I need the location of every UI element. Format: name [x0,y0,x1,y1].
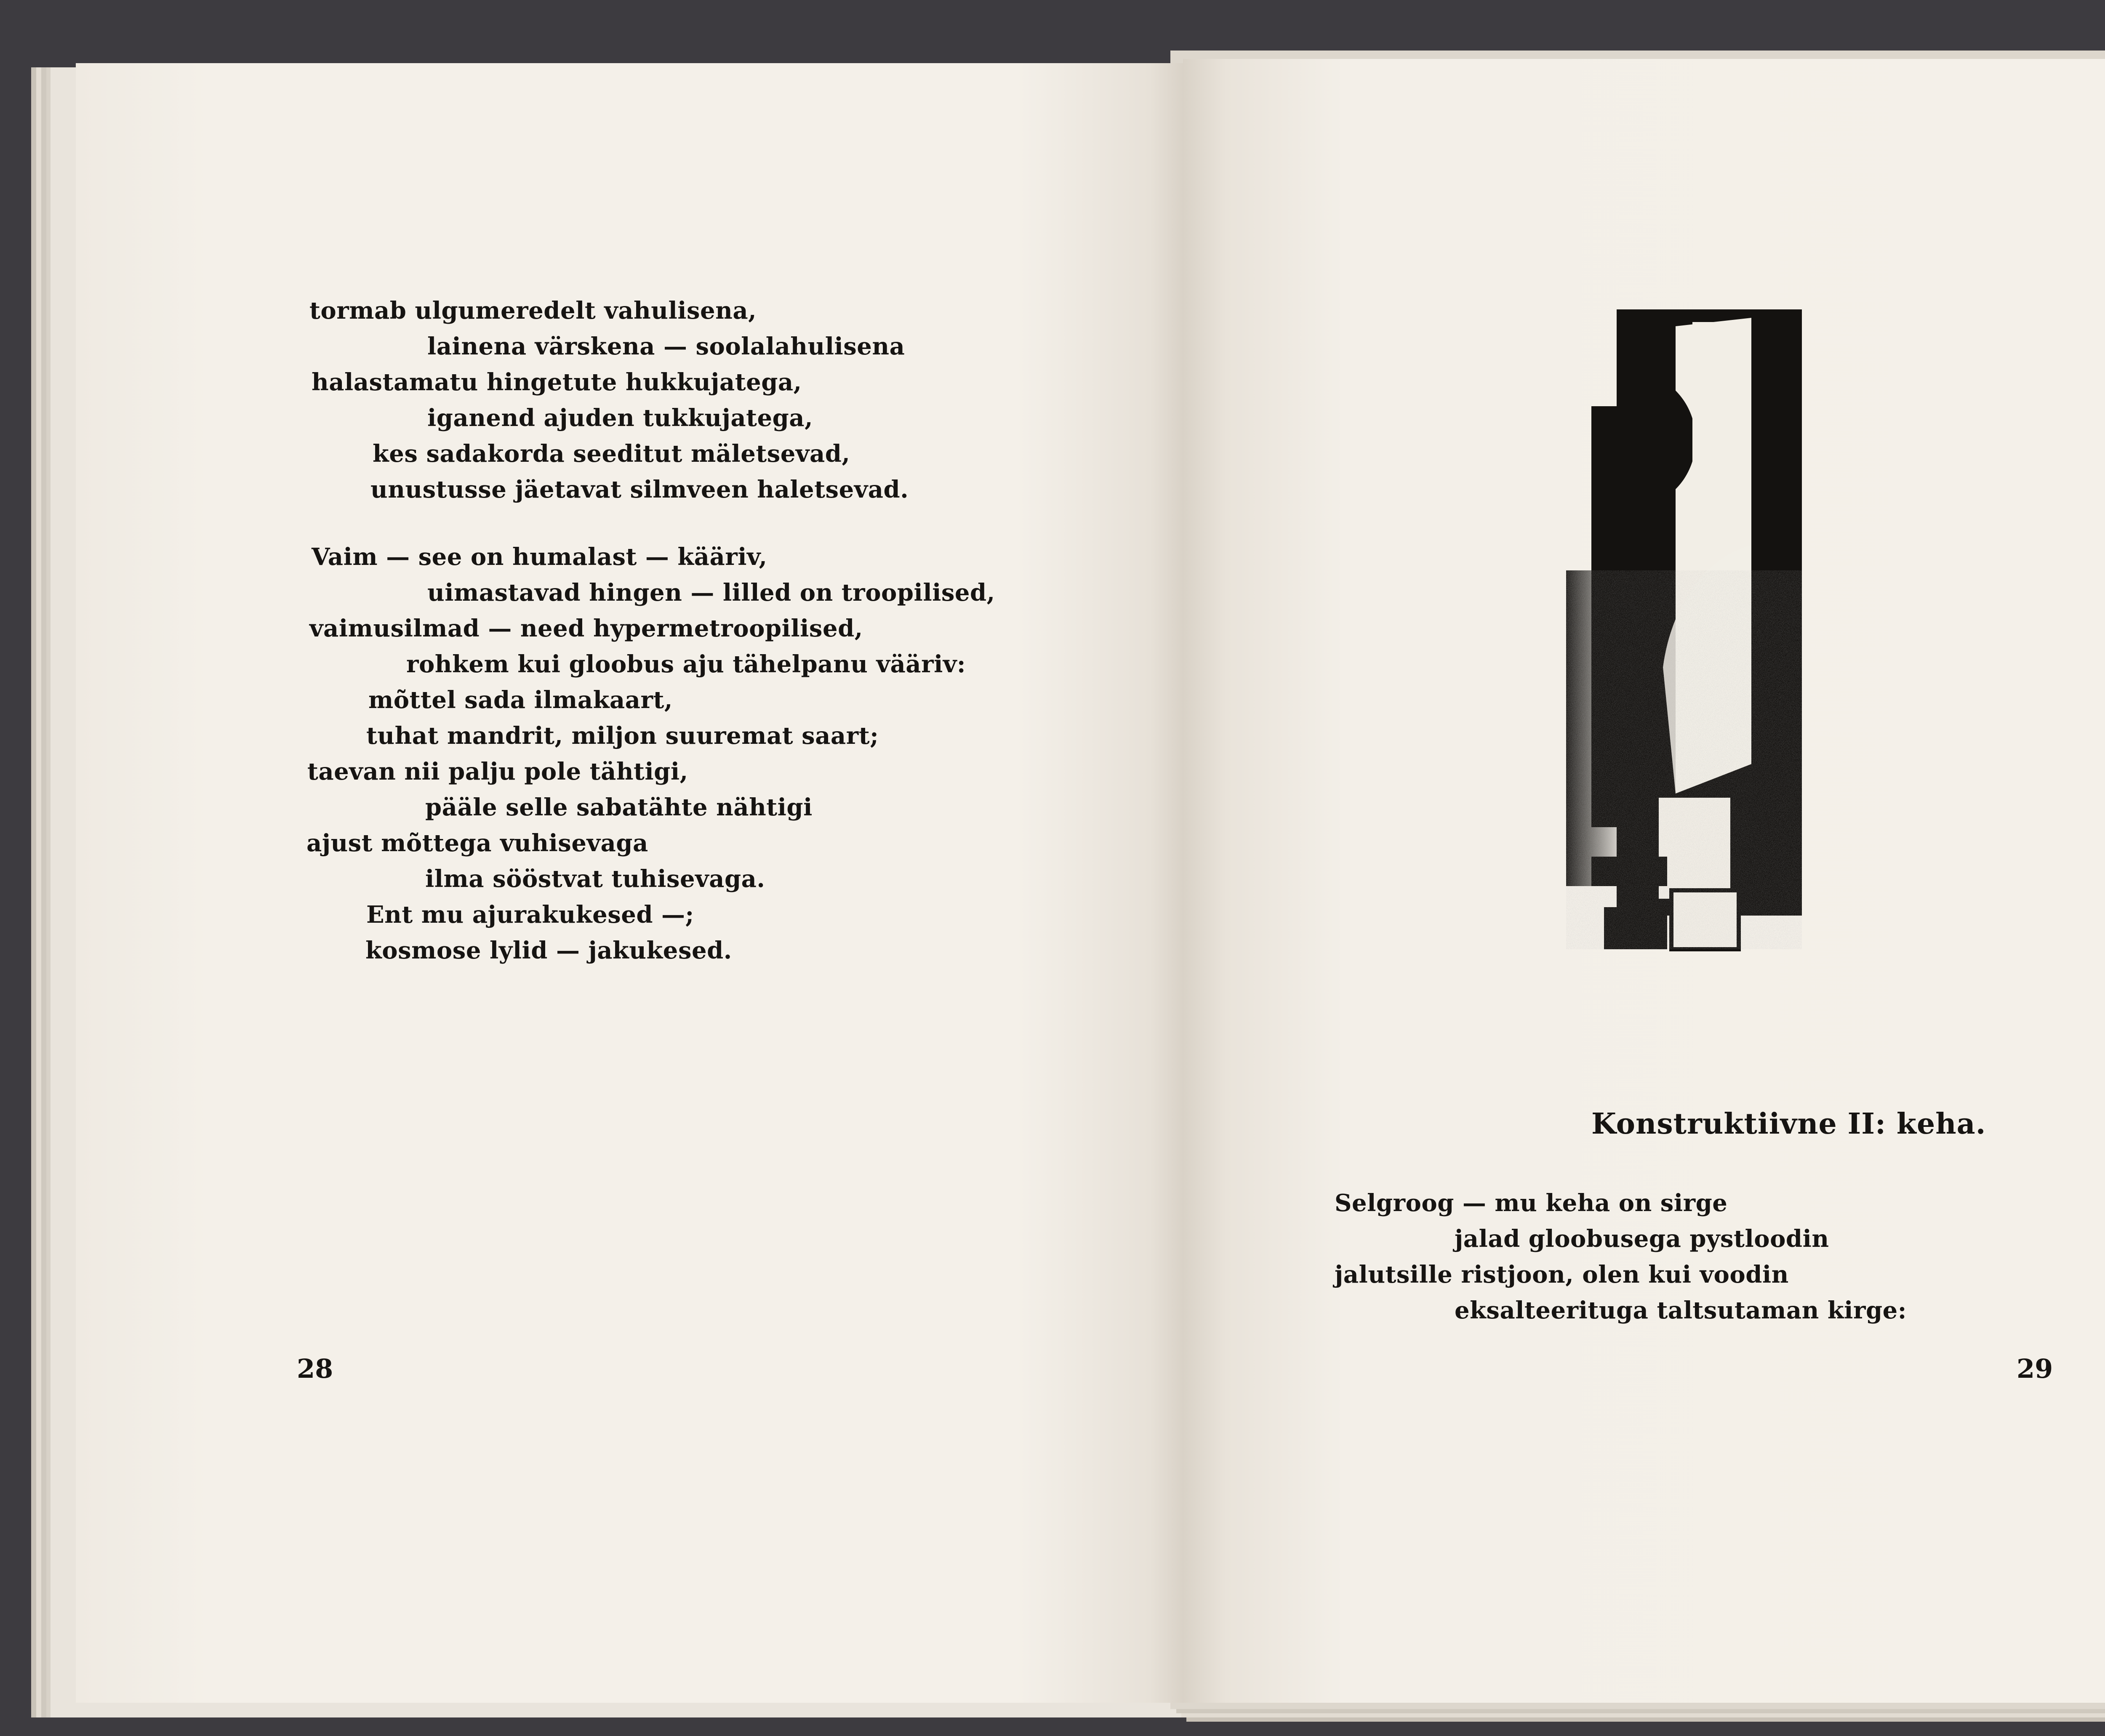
constructivist-figure-illustration [1553,309,1823,966]
page-number-right: 29 [2017,1353,2053,1384]
verse-line: mõttel sada ilmakaart, [368,686,673,714]
verse-line: kes sadakorda seeditut mäletsevad, [373,440,850,468]
section-heading: Konstruktiivne II: keha. [1591,1107,1986,1141]
verse-line: rohkem kui gloobus aju tähelpanu vääriv: [406,650,966,678]
verse-line: jalutsille ristjoon, olen kui voodin [1335,1261,1789,1289]
verse-line: ilma sööstvat tuhisevaga. [425,865,765,893]
verse-line: taevan nii palju pole tähtigi, [307,758,688,785]
verse-line: kosmose lylid — jakukesed. [365,937,732,964]
verse-line: iganend ajuden tukkujatega, [427,404,813,432]
verse-line: Selgroog — mu keha on sirge [1335,1189,1728,1217]
verse-line: unustusse jäetavat silmveen haletsevad. [370,476,909,503]
verse-line: tormab ulgumeredelt vahulisena, [309,297,757,325]
verse-line: eksalteerituga taltsutaman kirge: [1455,1297,1907,1324]
verse-line: Vaim — see on humalast — kääriv, [312,543,767,571]
verse-line: tuhat mandrit, miljon suuremat saart; [366,722,879,750]
verse-line: pääle selle sabatähte nähtigi [425,793,813,821]
verse-line: Ent mu ajurakukesed —; [366,901,694,929]
verse-line: uimastavad hingen — lilled on troopilised, [427,579,995,607]
page-number-left: 28 [297,1353,333,1384]
verse-line: jalad gloobusega pystloodin [1455,1225,1829,1253]
verse-line: ajust mõttega vuhisevaga [306,829,648,857]
verse-line: halastamatu hingetute hukkujatega, [312,368,802,396]
verse-line: lainena värskena — soolalahulisena [427,333,905,360]
verse-line: vaimusilmad — need hypermetroopilised, [309,615,863,642]
